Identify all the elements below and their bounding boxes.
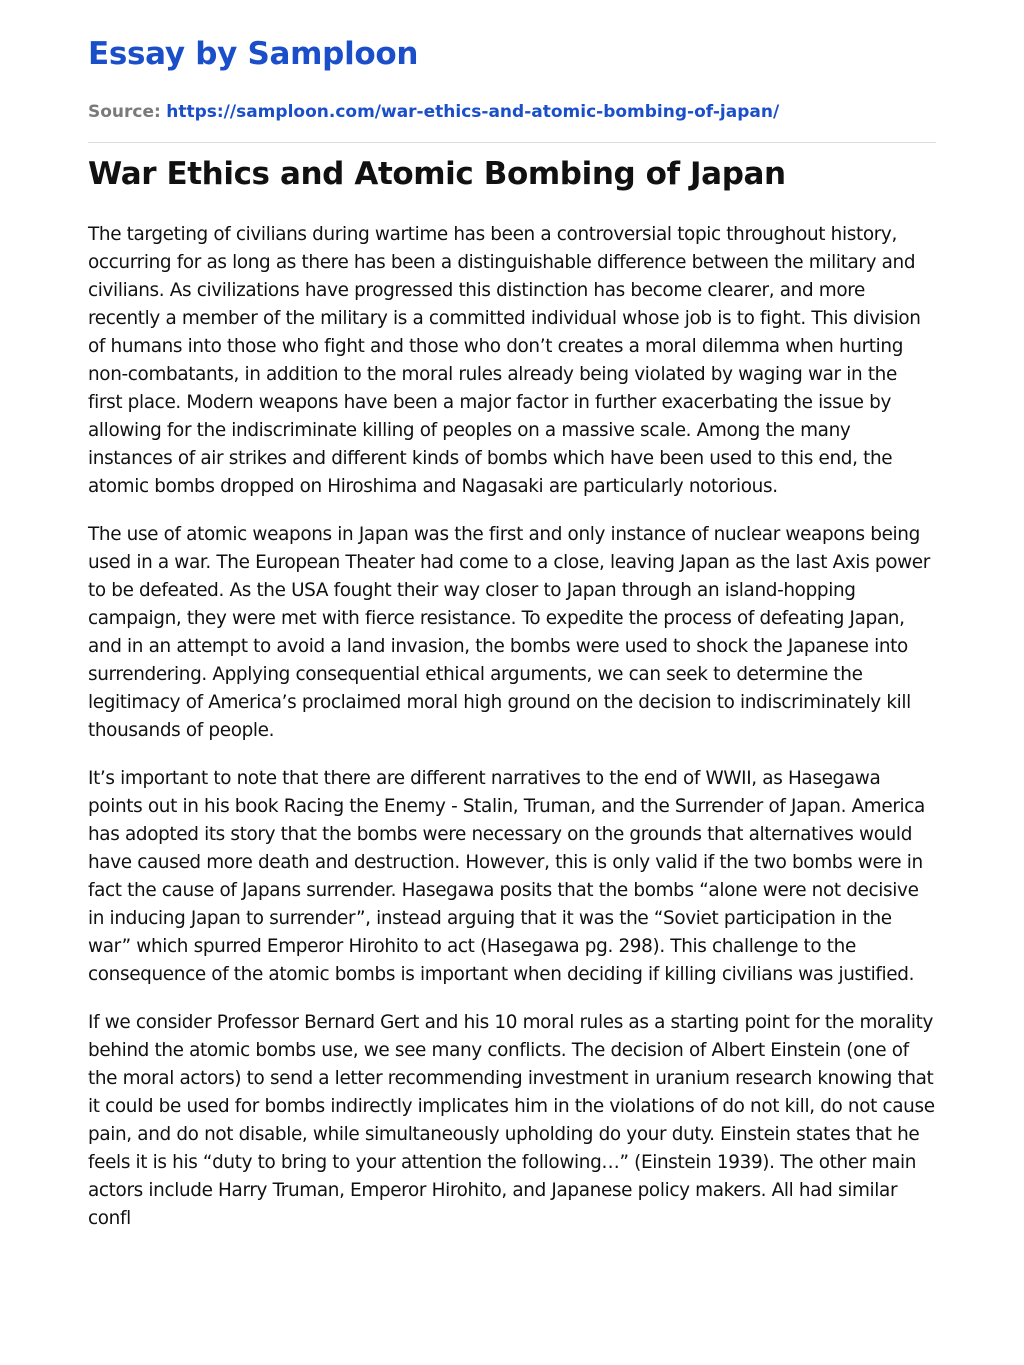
header-divider — [88, 142, 936, 143]
essay-paragraph-4: If we consider Professor Bernard Gert and his 10 moral rules as a starting point for the morality behind the atomic bombs use, we see many conflicts. The decision of Albert Einstein (one of the moral actors) to send a letter recommending investment in uranium research knowing that it could be used for bombs indirectly implicates him in the violations of do not kill, do not cause pain, and do not disable, while simultaneously upholding do your duty. Einstein states that he feels it is his “duty to bring to your attention the following…” (Einstein 1939). The other main actors include Harry Truman, Emperor Hirohito, and Japanese policy makers. All had similar confl — [88, 1012, 935, 1229]
source-link[interactable]: https://samploon.com/war-ethics-and-atomic-bombing-of-japan/ — [166, 102, 780, 122]
essay-body — [88, 221, 936, 1253]
essay-title: War Ethics and Atomic Bombing of Japan — [88, 156, 786, 192]
site-brand-title: Essay by Samploon — [88, 36, 419, 72]
source-label: Source: — [88, 102, 161, 122]
essay-paragraph-2: The use of atomic weapons in Japan was the first and only instance of nuclear weapons being used in a war. The European Theater had come to a close, leaving Japan as the last Axis power to be defeated. As the USA fought their way closer to Japan through an island-hopping campaign, they were met with fierce resistance. To expedite the process of defeating Japan, and in an attempt to avoid a land invasion, the bombs were used to shock the Japanese into surrendering. Applying consequential ethical arguments, we can seek to determine the legitimacy of America’s proclaimed moral high ground on the decision to indiscriminately kill thousands of people. — [88, 524, 930, 741]
essay-paragraph-3: It’s important to note that there are different narratives to the end of WWII, as Hasegawa points out in his book Racing the Enemy - Stalin, Truman, and the Surrender of Japan. America has adopted its story that the bombs were necessary on the grounds that alternatives would have caused more death and destruction. However, this is only valid if the two bombs were in fact the cause of Japans surrender. Hasegawa posits that the bombs “alone were not decisive in inducing Japan to surrender”, instead arguing that it was the “Soviet participation in the war” which spurred Emperor Hirohito to act (Hasegawa pg. 298). This challenge to the consequence of the atomic bombs is important when deciding if killing civilians was justified. — [88, 768, 925, 985]
source-line — [88, 102, 779, 122]
essay-paragraph-1: The targeting of civilians during wartime has been a controversial topic throughout history, occurring for as long as there has been a distinguishable difference between the military and civilians. As civilizations have progressed this distinction has become clearer, and more recently a member of the military is a committed individual whose job is to fight. This division of humans into those who fight and those who don’t creates a moral dilemma when hurting non-combatants, in addition to the moral rules already being violated by waging war in the first place. Modern weapons have been a major factor in further exacerbating the issue by allowing for the indiscriminate killing of peoples on a massive scale. Among the many instances of air strikes and different kinds of bombs which have been used to this end, the atomic bombs dropped on Hiroshima and Nagasaki are particularly notorious. — [88, 224, 921, 497]
